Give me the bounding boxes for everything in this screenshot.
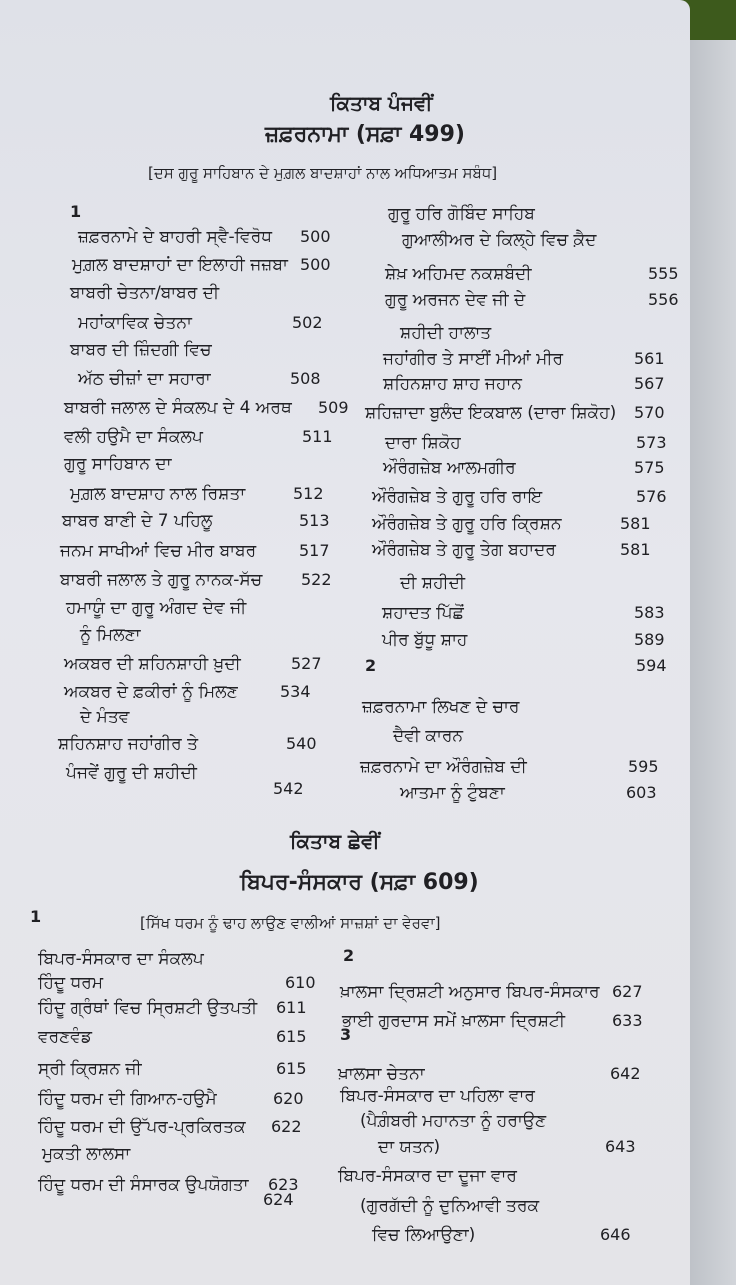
book5-left-entry: ਬਾਬਰੀ ਜਲਾਲ ਦੇ ਸੰਕਲਪ ਦੇ 4 ਅਰਥ (64, 398, 292, 418)
book5-right-page-number: 567 (634, 374, 665, 393)
book6-right-entry: ਖ਼ਾਲਸਾ ਚੇਤਨਾ (338, 1064, 425, 1084)
book5-left-entry: ਹਮਾਯੂੰ ਦਾ ਗੁਰੂ ਅੰਗਦ ਦੇਵ ਜੀ (66, 598, 247, 618)
book6-title: ਬਿਪਰ-ਸੰਸਕਾਰ (ਸਫ਼ਾ 609) (240, 870, 479, 895)
book6-left-entry: ਹਿੰਦੂ ਧਰਮ (38, 973, 104, 993)
book5-right-page-number: 573 (636, 433, 667, 452)
book5-left-entry: ਬਾਬਰ ਦੀ ਜ਼ਿੰਦਗੀ ਵਿਚ (70, 340, 212, 360)
book5-right-page-number: 555 (648, 264, 679, 283)
book5-left-entry: 1 (70, 202, 82, 221)
book5-right-entry: ਸ਼ਹਿਨਸ਼ਾਹ ਸ਼ਾਹ ਜਹਾਨ (383, 374, 522, 394)
book5-left-entry: ਅਕਬਰ ਦੇ ਫ਼ਕੀਰਾਂ ਨੂੰ ਮਿਲਣ (64, 682, 238, 702)
book6-right-entry: ਵਿਚ ਲਿਆਉਣਾ) (372, 1225, 476, 1245)
book6-right-page-number: 633 (612, 1011, 643, 1030)
book6-left-page-number: 615 (276, 1027, 307, 1046)
book6-left-page-number: 611 (276, 998, 307, 1017)
book6-left-entry: ਵਰਣਵੰਡ (38, 1027, 92, 1047)
book6-left-page-number: 622 (271, 1117, 302, 1136)
book5-left-entry: ਮੁਗ਼ਲ ਬਾਦਸ਼ਾਹਾਂ ਦਾ ਇਲਾਹੀ ਜਜ਼ਬਾ (72, 255, 288, 275)
book5-left-page-number: 500 (300, 255, 331, 274)
book5-right-entry: ਦਾਰਾ ਸ਼ਿਕੋਹ (385, 433, 461, 453)
book6-left-entry: ਬਿਪਰ-ਸੰਸਕਾਰ ਦਾ ਸੰਕਲਪ (38, 949, 204, 969)
book6-right-entry: (ਪੈਗ਼ੰਬਰੀ ਮਹਾਨਤਾ ਨੂੰ ਹਰਾਉਣ (360, 1111, 547, 1131)
book6-left-entry: ਹਿੰਦੂ ਗ੍ਰੰਥਾਂ ਵਿਚ ਸ੍ਰਿਸ਼ਟੀ ਉਤਪਤੀ (38, 998, 258, 1018)
book5-right-entry: ਜ਼ਫ਼ਰਨਾਮੇ ਦਾ ਔਰੰਗਜ਼ੇਬ ਦੀ (360, 757, 527, 777)
book6-label: ਕਿਤਾਬ ਛੇਵੀਂ (290, 829, 380, 853)
book5-left-page-number: 511 (302, 427, 333, 446)
book5-left-page-number: 512 (293, 484, 324, 503)
book5-left-page-number: 513 (299, 511, 330, 530)
book5-right-entry: ਔਰੰਗਜ਼ੇਬ ਤੇ ਗੁਰੂ ਹਰਿ ਕ੍ਰਿਸ਼ਨ (372, 514, 562, 534)
book5-left-entry: ਬਾਬਰ ਬਾਣੀ ਦੇ 7 ਪਹਿਲੂ (62, 511, 213, 531)
book6-right-page-number: 643 (605, 1137, 636, 1156)
book5-left-entry: ਬਾਬਰੀ ਜਲਾਲ ਤੇ ਗੁਰੂ ਨਾਨਕ-ਸੱਚ (60, 570, 263, 590)
book5-right-entry: ਆਤਮਾ ਨੂੰ ਟੁੰਬਣਾ (400, 783, 505, 803)
book5-right-entry: ਪੀਰ ਬੁੱਧੂ ਸ਼ਾਹ (382, 630, 468, 650)
book5-left-page-number: 540 (286, 734, 317, 753)
book5-right-entry: ਸ਼ੇਖ਼ ਅਹਿਮਦ ਨਕਸ਼ਬੰਦੀ (385, 264, 532, 284)
book5-left-page-number: 517 (299, 541, 330, 560)
book5-left-entry: ਅੱਠ ਚੀਜ਼ਾਂ ਦਾ ਸਹਾਰਾ (78, 369, 211, 389)
book5-right-page-number: 594 (636, 656, 667, 675)
book6-right-entry: ਦਾ ਯਤਨ) (378, 1137, 441, 1157)
book5-right-page-number: 561 (634, 349, 665, 368)
book5-left-entry: ਬਾਬਰੀ ਚੇਤਨਾ/ਬਾਬਰ ਦੀ (70, 283, 220, 303)
book6-right-entry: 3 (340, 1025, 352, 1044)
book6-right-entry: (ਗੁਰਗੱਦੀ ਨੂੰ ਦੁਨਿਆਵੀ ਤਰਕ (360, 1196, 540, 1216)
book5-left-entry: ਜ਼ਫ਼ਰਨਾਮੇ ਦੇ ਬਾਹਰੀ ਸ੍ਵੈ-ਵਿਰੋਧ (78, 227, 272, 247)
book6-left-entry: ਹਿੰਦੂ ਧਰਮ ਦੀ ਗਿਆਨ-ਹਉਮੈ (38, 1089, 217, 1109)
book5-left-entry: ਦੇ ਮੰਤਵ (80, 707, 130, 727)
book5-right-entry: ਦੈਵੀ ਕਾਰਨ (393, 726, 464, 746)
book5-right-entry: ਗੁਰੂ ਅਰਜਨ ਦੇਵ ਜੀ ਦੇ (385, 290, 526, 310)
book5-right-entry: ਗੁਰੂ ਹਰਿ ਗੋਬਿੰਦ ਸਾਹਿਬ (388, 204, 535, 224)
book5-right-entry: ਔਰੰਗਜ਼ੇਬ ਤੇ ਗੁਰੂ ਤੇਗ ਬਹਾਦਰ (372, 540, 556, 560)
book6-right-page-number: 642 (610, 1064, 641, 1083)
book5-right-entry: ਜ਼ਫ਼ਰਨਾਮਾ ਲਿਖਣ ਦੇ ਚਾਰ (362, 697, 520, 717)
book5-right-page-number: 581 (620, 514, 651, 533)
book5-left-page-number: 542 (273, 779, 304, 798)
book6-left-page-number: 610 (285, 973, 316, 992)
book5-right-page-number: 575 (634, 458, 665, 477)
book5-right-entry: ਸ਼ਹਿਜ਼ਾਦਾ ਬੁਲੰਦ ਇਕਬਾਲ (ਦਾਰਾ ਸ਼ਿਕੋਹ) (365, 403, 617, 423)
book5-left-page-number: 509 (318, 398, 349, 417)
book5-left-page-number: 527 (291, 654, 322, 673)
book5-left-entry: ਮਹਾਂਕਾਵਿਕ ਚੇਤਨਾ (78, 313, 192, 333)
book6-left-page-number: 623 (268, 1175, 299, 1194)
book5-left-entry: ਗੁਰੂ ਸਾਹਿਬਾਨ ਦਾ (64, 454, 172, 474)
book5-left-entry: ਵਲੀ ਹਉਮੈ ਦਾ ਸੰਕਲਪ (64, 427, 203, 447)
book6-left-page-number: 615 (276, 1059, 307, 1078)
book5-left-entry: ਪੰਜਵੇਂ ਗੁਰੂ ਦੀ ਸ਼ਹੀਦੀ (66, 763, 197, 783)
book5-left-page-number: 500 (300, 227, 331, 246)
book5-right-entry: ਔਰੰਗਜ਼ੇਬ ਆਲਮਗੀਰ (383, 458, 516, 478)
book5-right-page-number: 581 (620, 540, 651, 559)
book5-right-entry: ਦੀ ਸ਼ਹੀਦੀ (400, 573, 466, 593)
book6-left-entry: ਮੁਕਤੀ ਲਾਲਸਾ (42, 1144, 131, 1164)
book6-left-entry: ਹਿੰਦੂ ਧਰਮ ਦੀ ਸੰਸਾਰਕ ਉਪਯੋਗਤਾ (38, 1175, 249, 1195)
book5-left-entry: ਅਕਬਰ ਦੀ ਸ਼ਹਿਨਸ਼ਾਹੀ ਖ਼ੁਦੀ (64, 654, 241, 674)
book5-right-page-number: 589 (634, 630, 665, 649)
book6-right-entry: ਭਾਈ ਗੁਰਦਾਸ ਸਮੇਂ ਖ਼ਾਲਸਾ ਦ੍ਰਿਸ਼ਟੀ (342, 1011, 565, 1031)
book5-right-entry: ਸ਼ਹਾਦਤ ਪਿੱਛੋਂ (382, 603, 464, 623)
book5-right-entry: ਗੁਆਲੀਅਰ ਦੇ ਕਿਲ੍ਹੇ ਵਿਚ ਕ਼ੈਦ (402, 230, 597, 250)
book6-right-page-number: 627 (612, 982, 643, 1001)
book5-title: ਜ਼ਫ਼ਰਨਾਮਾ (ਸਫ਼ਾ 499) (265, 122, 465, 147)
book5-left-page-number: 522 (301, 570, 332, 589)
book6-right-entry: ਖ਼ਾਲਸਾ ਦ੍ਰਿਸ਼ਟੀ ਅਨੁਸਾਰ ਬਿਪਰ-ਸੰਸਕਾਰ (340, 982, 600, 1002)
book5-right-entry: ਜਹਾਂਗੀਰ ਤੇ ਸਾਈਂ ਮੀਆਂ ਮੀਰ (383, 349, 563, 369)
book5-left-entry: ਸ਼ਹਿਨਸ਼ਾਹ ਜਹਾਂਗੀਰ ਤੇ (58, 734, 199, 754)
book5-right-entry: 2 (365, 656, 377, 675)
book5-left-page-number: 508 (290, 369, 321, 388)
book5-label: ਕਿਤਾਬ ਪੰਜਵੀਂ (330, 91, 433, 115)
book6-left-page-number: 620 (273, 1089, 304, 1108)
book6-subtitle: [ਸਿੱਖ ਧਰਮ ਨੂੰ ਢਾਹ ਲਾਉਣ ਵਾਲੀਆਂ ਸਾਜ਼ਸ਼ਾਂ ਦਾ ਵੇਰਵਾ] (140, 914, 441, 932)
book6-left-page-number: 624 (263, 1190, 294, 1209)
book6-right-entry: ਬਿਪਰ-ਸੰਸਕਾਰ ਦਾ ਦੂਜਾ ਵਾਰ (338, 1166, 517, 1186)
book5-right-page-number: 583 (634, 603, 665, 622)
book5-left-entry: ਜਨਮ ਸਾਖੀਆਂ ਵਿਚ ਮੀਰ ਬਾਬਰ (60, 541, 257, 561)
book6-left-entry: ਸ੍ਰੀ ਕ੍ਰਿਸ਼ਨ ਜੀ (38, 1059, 142, 1079)
book5-right-page-number: 570 (634, 403, 665, 422)
book5-right-entry: ਸ਼ਹੀਦੀ ਹਾਲਾਤ (400, 323, 492, 343)
book6-left-entry: ਹਿੰਦੂ ਧਰਮ ਦੀ ਉੱਪਰ-ਪ੍ਰਕਿਰਤਕ (38, 1117, 246, 1137)
book5-right-entry: ਔਰੰਗਜ਼ੇਬ ਤੇ ਗੁਰੂ ਹਰਿ ਰਾਇ (372, 487, 543, 507)
book5-right-page-number: 603 (626, 783, 657, 802)
book5-subtitle: [ਦਸ ਗੁਰੂ ਸਾਹਿਬਾਨ ਦੇ ਮੁਗ਼ਲ ਬਾਦਸ਼ਾਹਾਂ ਨਾਲ ਅਧਿਆਤਮ ਸਬੰਧ] (148, 164, 498, 182)
book5-right-page-number: 576 (636, 487, 667, 506)
book6-left-entry: 1 (30, 907, 42, 926)
book6-right-entry: 2 (343, 946, 355, 965)
book5-right-page-number: 595 (628, 757, 659, 776)
book6-right-entry: ਬਿਪਰ-ਸੰਸਕਾਰ ਦਾ ਪਹਿਲਾ ਵਾਰ (340, 1086, 535, 1106)
book5-right-page-number: 556 (648, 290, 679, 309)
book5-left-page-number: 534 (280, 682, 311, 701)
book5-left-entry: ਮੁਗ਼ਲ ਬਾਦਸ਼ਾਹ ਨਾਲ ਰਿਸ਼ਤਾ (70, 484, 246, 504)
book6-right-page-number: 646 (600, 1225, 631, 1244)
book5-left-page-number: 502 (292, 313, 323, 332)
book5-left-entry: ਨੂੰ ਮਿਲਣਾ (80, 625, 141, 645)
